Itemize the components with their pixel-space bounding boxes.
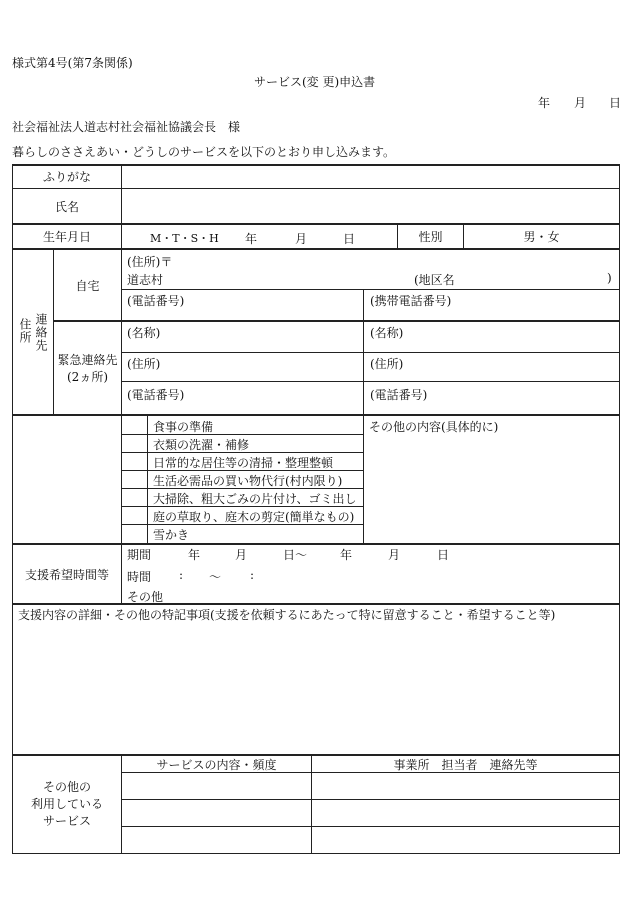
period-day-1[interactable]: 日～ (283, 548, 308, 562)
emergency-phone-2[interactable]: (電話番号) (370, 388, 428, 402)
service-item: 雪かき (153, 528, 190, 542)
date-day: 日 (609, 96, 622, 110)
gender-value[interactable]: 男・女 (523, 230, 560, 244)
emergency-label-cell (54, 322, 121, 414)
period-year-1[interactable]: 年 (188, 548, 201, 562)
period-month-1[interactable]: 月 (235, 548, 248, 562)
address-label: 住所 (18, 318, 32, 344)
service-content-header: サービスの内容・頻度 (156, 757, 277, 772)
other-service-cell[interactable] (122, 800, 311, 826)
furigana-input[interactable] (122, 165, 619, 188)
gender-label: 性別 (418, 230, 443, 244)
service-checkbox[interactable] (122, 453, 147, 470)
service-item: 食事の準備 (153, 420, 214, 434)
name-input[interactable] (122, 189, 619, 223)
emergency-phone-1[interactable]: (電話番号) (127, 388, 185, 402)
service-item: 日常的な居住等の清掃・整理整頓 (153, 456, 334, 470)
emergency-name-2[interactable]: (名称) (370, 326, 404, 340)
office-contact-header: 事業所 担当者 連絡先等 (393, 757, 538, 772)
dob-month: 月 (295, 232, 308, 246)
service-item: 庭の草取り、庭木の剪定(簡単なもの) (153, 510, 355, 524)
form-number: 様式第4号(第7条関係) (12, 56, 133, 70)
district-open[interactable]: (地区名 (414, 273, 455, 287)
other-services-label-3: サービス (42, 814, 91, 828)
other-service-cell[interactable] (122, 773, 311, 799)
details-input[interactable] (13, 622, 619, 754)
home-phone[interactable]: (電話番号) (127, 294, 185, 308)
village-name: 道志村 (127, 273, 164, 287)
other-service-cell[interactable] (312, 800, 619, 826)
other-service-cell[interactable] (122, 827, 311, 853)
district-close: ) (607, 271, 612, 285)
period-year-2[interactable]: 年 (340, 548, 353, 562)
contact-label: 連絡先 (34, 313, 48, 352)
emergency-label: 緊急連絡先 (57, 353, 118, 367)
emergency-count: (2ヵ所) (67, 370, 108, 384)
emergency-address-2[interactable]: (住所) (370, 357, 404, 371)
schedule-other[interactable]: その他 (127, 590, 164, 604)
other-content-label[interactable]: その他の内容(具体的に) (369, 420, 499, 434)
other-services-label-2: 利用している (30, 797, 103, 811)
schedule-label: 支援希望時間等 (24, 567, 109, 582)
other-services-label (13, 756, 121, 853)
emergency-address-1[interactable]: (住所) (127, 357, 161, 371)
service-item: 生活必需品の買い物代行(村内限り) (153, 474, 343, 488)
home-label: 自宅 (75, 278, 100, 293)
intro-text: 暮らしのささえあい・どうしのサービスを以下のとおり申し込みます。 (12, 145, 396, 159)
time-wave: ～ (209, 570, 222, 584)
date-year: 年 (538, 96, 551, 110)
service-checkbox[interactable] (122, 489, 147, 506)
dob-year: 年 (245, 232, 258, 246)
period-label: 期間 (127, 548, 152, 562)
dob-eras[interactable]: M・T・S・H (150, 232, 219, 245)
time-label: 時間 (127, 570, 152, 584)
service-checkbox[interactable] (122, 471, 147, 488)
details-label: 支援内容の詳細・その他の特記事項(支援を依頼するにあたって特に留意すること・希望すること等) (18, 608, 556, 622)
emergency-name-1[interactable]: (名称) (127, 326, 161, 340)
name-label: 氏名 (54, 199, 79, 214)
other-service-cell[interactable] (312, 773, 619, 799)
mobile-phone[interactable]: (携帯電話番号) (370, 294, 452, 308)
period-month-2[interactable]: 月 (388, 548, 401, 562)
furigana-label: ふりがな (42, 170, 91, 184)
service-checkbox[interactable] (122, 507, 147, 524)
service-checkbox[interactable] (122, 525, 147, 543)
time-colon-1[interactable]: : (179, 568, 184, 582)
time-colon-2[interactable]: : (250, 568, 255, 582)
service-item: 衣類の洗濯・補修 (153, 438, 250, 452)
service-checkbox[interactable] (122, 417, 147, 434)
service-item: 大掃除、粗大ごみの片付け、ゴミ出し (153, 492, 357, 506)
other-services-label-1: その他の (42, 780, 91, 794)
service-checkbox[interactable] (122, 435, 147, 452)
home-address[interactable]: (住所)〒 (127, 255, 173, 269)
form-title: サービス(変 更)申込書 (254, 75, 376, 89)
addressee: 社会福祉法人道志村社会福祉協議会長 様 (12, 120, 241, 134)
other-service-cell[interactable] (312, 827, 619, 853)
dob-day: 日 (343, 232, 356, 246)
dob-label: 生年月日 (42, 230, 91, 244)
date-month: 月 (574, 96, 587, 110)
period-day-2[interactable]: 日 (437, 548, 450, 562)
